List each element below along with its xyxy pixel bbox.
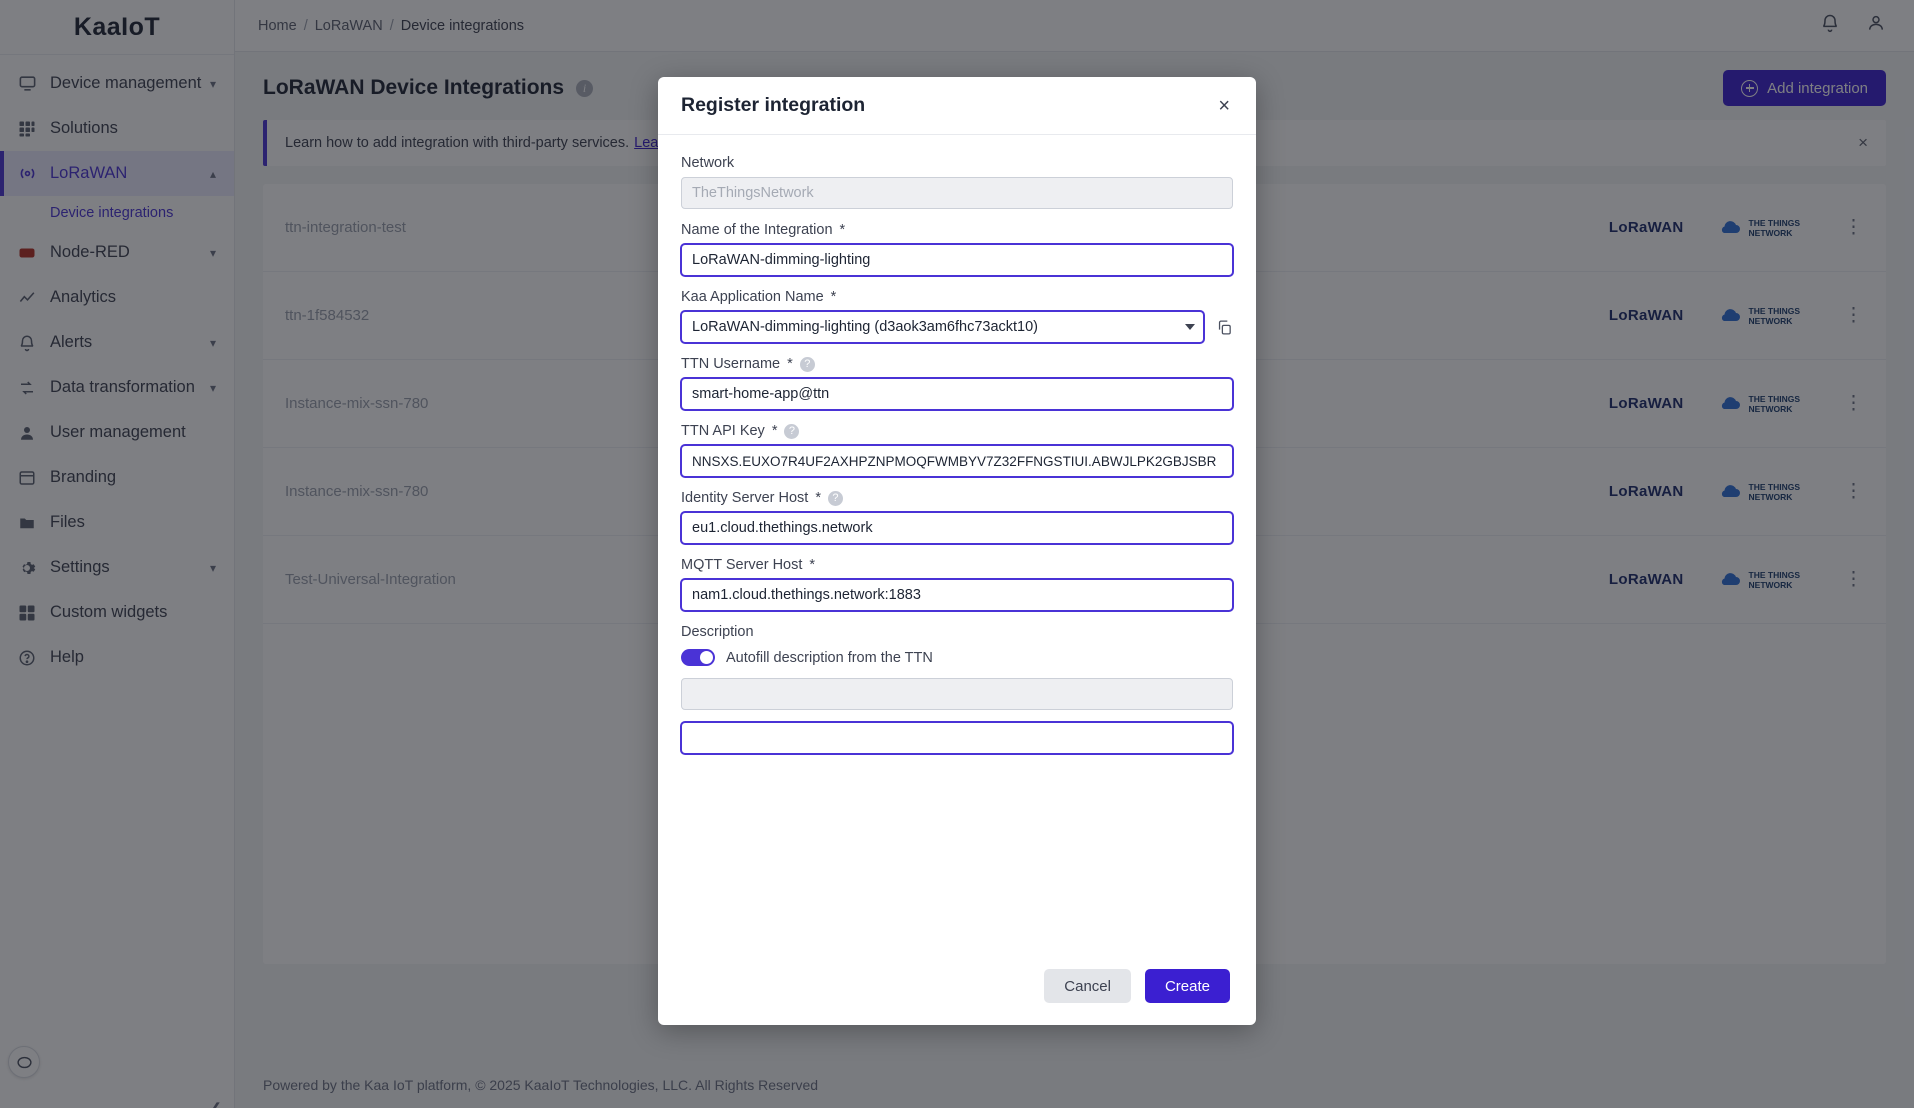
toggle-knob <box>700 651 713 664</box>
field-kaa-application <box>681 289 1233 343</box>
help-icon[interactable]: ? <box>828 491 843 506</box>
required-marker: * <box>809 557 816 573</box>
network-input <box>681 177 1233 209</box>
required-marker: * <box>787 356 793 372</box>
integration-name-label <box>681 222 1233 238</box>
description-input <box>681 678 1233 710</box>
field-ttn-api-key <box>681 423 1233 477</box>
mqtt-server-host-label-text: MQTT Server Host <box>681 557 803 573</box>
kaa-application-label <box>681 289 1233 305</box>
field-integration-name <box>681 222 1233 276</box>
field-network <box>681 155 1233 209</box>
autofill-description-label: Autofill description from the TTN <box>726 649 933 666</box>
register-integration-modal <box>658 77 1256 1025</box>
ttn-username-label <box>681 356 1233 372</box>
description-label <box>681 624 1233 640</box>
description-label-text: Description <box>681 624 754 640</box>
network-label <box>681 155 1233 171</box>
ttn-username-label-text: TTN Username <box>681 356 781 372</box>
field-description <box>681 624 1233 754</box>
network-label-text: Network <box>681 155 735 171</box>
close-icon[interactable]: × <box>1218 94 1230 117</box>
description-extra-input[interactable] <box>681 722 1233 754</box>
create-button[interactable]: Create <box>1145 969 1230 1003</box>
integration-name-input[interactable] <box>681 244 1233 276</box>
field-identity-server-host <box>681 490 1233 544</box>
ttn-username-input[interactable] <box>681 378 1233 410</box>
cancel-button[interactable]: Cancel <box>1044 969 1131 1003</box>
mqtt-server-host-label <box>681 557 1233 573</box>
copy-icon[interactable] <box>1216 319 1233 336</box>
field-mqtt-server-host <box>681 557 1233 611</box>
help-icon[interactable]: ? <box>800 357 815 372</box>
mqtt-server-host-input[interactable] <box>681 579 1233 611</box>
ttn-api-key-label-text: TTN API Key <box>681 423 765 439</box>
autofill-description-toggle[interactable] <box>681 649 715 666</box>
kaa-application-select-wrap <box>681 311 1204 343</box>
modal-body <box>658 135 1256 947</box>
kaa-application-label-text: Kaa Application Name <box>681 289 824 305</box>
ttn-api-key-label <box>681 423 1233 439</box>
help-icon[interactable]: ? <box>784 424 799 439</box>
modal-title: Register integration <box>681 94 866 116</box>
required-marker: * <box>771 423 778 439</box>
integration-name-label-text: Name of the Integration <box>681 222 833 238</box>
required-marker: * <box>830 289 837 305</box>
required-marker: * <box>815 490 821 506</box>
identity-server-host-label <box>681 490 1233 506</box>
autofill-toggle-row <box>681 649 1233 666</box>
kaa-application-select[interactable] <box>681 311 1204 343</box>
kaa-application-row <box>681 311 1233 343</box>
modal-header <box>658 77 1256 135</box>
field-ttn-username <box>681 356 1233 410</box>
identity-server-host-input[interactable] <box>681 512 1233 544</box>
ttn-api-key-input[interactable] <box>681 445 1233 477</box>
required-marker: * <box>839 222 846 238</box>
identity-server-host-label-text: Identity Server Host <box>681 490 809 506</box>
modal-footer <box>658 947 1256 1025</box>
